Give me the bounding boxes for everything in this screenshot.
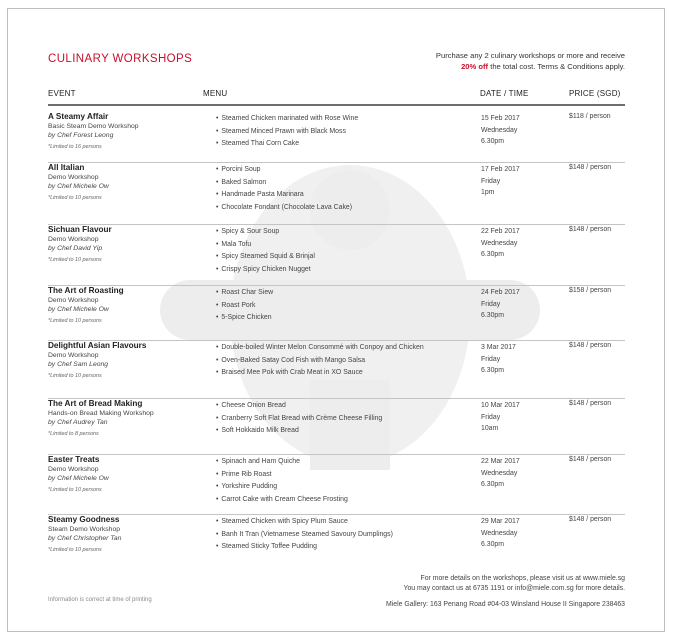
- workshop-limit: *Limited to 8 persons: [48, 431, 99, 437]
- menu-cell: [216, 400, 486, 438]
- workshop-price: $158 / person: [569, 287, 612, 294]
- workshop-title: The Art of Bread Making: [48, 399, 143, 408]
- workshop-time: 6.30pm: [481, 367, 504, 374]
- date-cell: [481, 342, 561, 377]
- workshop-price: $118 / person: [569, 113, 611, 120]
- menu-item: • Mala Tofu: [216, 239, 486, 252]
- workshop-title: A Steamy Affair: [48, 112, 109, 121]
- workshop-time: 1pm: [481, 189, 495, 196]
- workshop-limit: *Limited to 10 persons: [48, 195, 102, 201]
- workshop-day: Friday: [481, 413, 501, 421]
- menu-item: • Handmade Pasta Marinara: [216, 189, 486, 202]
- workshop-title: Steamy Goodness: [48, 515, 120, 524]
- workshop-type: Basic Steam Demo Workshop: [48, 123, 139, 130]
- menu-item: • Steamed Chicken marinated with Rose Wine: [216, 113, 486, 126]
- date-cell: [481, 516, 561, 551]
- workshop-row: [48, 399, 625, 455]
- workshop-title: All Italian: [48, 163, 85, 172]
- workshop-price: $148 / person: [569, 516, 612, 523]
- column-header-menu: MENU: [203, 89, 228, 98]
- workshop-row: [48, 225, 625, 286]
- workshop-chef: by Chef Sam Leong: [48, 361, 109, 368]
- details-line-1: For more details on the workshops, please visit us at www.miele.sg: [420, 575, 625, 582]
- menu-item: • Baked Salmon: [216, 177, 486, 190]
- date-cell: [481, 226, 561, 261]
- workshop-time: 6.30pm: [481, 312, 504, 319]
- menu-item: • Roast Char Siew: [216, 287, 486, 300]
- menu-item: • Yorkshire Pudding: [216, 481, 486, 494]
- workshop-date: 29 Mar 2017: [481, 518, 520, 525]
- workshop-date: 24 Feb 2017: [481, 289, 520, 296]
- menu-item: • Cranberry Soft Flat Bread with Crème Cheese Filling: [216, 413, 486, 426]
- menu-item: • Cheese Onion Bread: [216, 400, 486, 413]
- workshop-type: Demo Workshop: [48, 352, 99, 359]
- menu-item: • Steamed Minced Prawn with Black Moss: [216, 126, 486, 139]
- menu-cell: [216, 113, 486, 151]
- workshop-limit: *Limited to 10 persons: [48, 373, 102, 379]
- menu-item: • 5-Spice Chicken: [216, 312, 486, 325]
- promo-line-2-rest: the total cost. Terms & Conditions apply.: [488, 62, 625, 71]
- workshop-title: Sichuan Flavour: [48, 225, 112, 234]
- event-cell: [48, 112, 218, 153]
- workshop-row: [48, 341, 625, 399]
- date-cell: [481, 400, 561, 435]
- menu-item: • Soft Hokkaido Milk Bread: [216, 425, 486, 438]
- workshop-limit: *Limited to 10 persons: [48, 318, 102, 324]
- workshop-title: Easter Treats: [48, 455, 100, 464]
- event-cell: [48, 225, 218, 266]
- menu-cell: [216, 456, 486, 506]
- column-header-event: EVENT: [48, 89, 76, 98]
- workshop-row: [48, 515, 625, 573]
- details-line-2: You may contact us at 6735 1191 or info@miele.com.sg for more details.: [403, 584, 625, 592]
- workshop-day: Friday: [481, 355, 501, 363]
- menu-cell: [216, 164, 486, 214]
- workshop-time: 6.30pm: [481, 481, 504, 488]
- workshop-day: Friday: [481, 177, 501, 185]
- workshop-chef: by Chef Michele Ow: [48, 475, 109, 482]
- workshop-limit: *Limited to 10 persons: [48, 547, 102, 553]
- workshop-day: Friday: [481, 300, 501, 308]
- workshop-date: 22 Feb 2017: [481, 228, 520, 235]
- workshop-chef: by Chef Christopher Tan: [48, 535, 122, 542]
- event-cell: [48, 286, 218, 327]
- menu-item: • Spicy & Sour Soup: [216, 226, 486, 239]
- menu-item: • Steamed Thai Corn Cake: [216, 138, 486, 151]
- menu-cell: [216, 226, 486, 276]
- menu-item: • Porcini Soup: [216, 164, 486, 177]
- workshop-price: $148 / person: [569, 400, 612, 407]
- workshop-type: Steam Demo Workshop: [48, 526, 121, 533]
- workshop-price: $148 / person: [569, 456, 612, 463]
- workshop-row: [48, 455, 625, 515]
- workshop-time: 6.30pm: [481, 138, 504, 145]
- promo-line-1: Purchase any 2 culinary workshops or more and receive: [435, 51, 625, 60]
- menu-item: • Steamed Chicken with Spicy Plum Sauce: [216, 516, 486, 529]
- workshop-type: Demo Workshop: [48, 236, 99, 243]
- workshop-price: $148 / person: [569, 164, 612, 171]
- menu-item: • Double-boiled Winter Melon Consommé with Conpoy and Chicken: [216, 342, 486, 355]
- workshop-limit: *Limited to 10 persons: [48, 487, 102, 493]
- date-cell: [481, 287, 561, 322]
- workshop-chef: by Chef Michele Ow: [48, 183, 109, 190]
- date-cell: [481, 164, 561, 199]
- workshop-type: Demo Workshop: [48, 174, 99, 181]
- promo-line-2: [345, 61, 625, 72]
- workshop-row: [48, 163, 625, 225]
- workshop-time: 10am: [481, 425, 499, 432]
- workshop-day: Wednesday: [481, 529, 518, 537]
- menu-item: • Steamed Sticky Toffee Pudding: [216, 541, 486, 554]
- workshop-date: 22 Mar 2017: [481, 458, 520, 465]
- page-title: CULINARY WORKSHOPS: [48, 53, 193, 65]
- workshop-chef: by Chef Michele Ow: [48, 306, 109, 313]
- workshop-chef: by Chef Forest Leong: [48, 132, 114, 139]
- workshop-time: 6.30pm: [481, 541, 504, 548]
- gallery-address: Miele Gallery: 163 Penang Road #04-03 Winsland House II Singapore 238463: [385, 601, 625, 608]
- workshop-day: Wednesday: [481, 469, 518, 477]
- menu-item: • Prime Rib Roast: [216, 469, 486, 482]
- workshop-day: Wednesday: [481, 239, 518, 247]
- workshop-price: $148 / person: [569, 342, 612, 349]
- menu-item: • Braised Mee Pok with Crab Meat in XO Sauce: [216, 367, 486, 380]
- workshop-price: $148 / person: [569, 226, 612, 233]
- workshop-type: Demo Workshop: [48, 466, 99, 473]
- workshop-time: 6.30pm: [481, 251, 504, 258]
- promo-text: [345, 50, 625, 72]
- menu-cell: [216, 342, 486, 380]
- event-cell: [48, 163, 218, 204]
- menu-item: • Spicy Steamed Squid & Brinjal: [216, 251, 486, 264]
- date-cell: [481, 456, 561, 491]
- workshop-row: [48, 112, 625, 163]
- menu-item: • Chocolate Fondant (Chocolate Lava Cake): [216, 202, 486, 215]
- workshop-limit: *Limited to 16 persons: [48, 144, 102, 150]
- workshop-type: Hands-on Bread Making Workshop: [48, 410, 154, 417]
- event-cell: [48, 341, 218, 382]
- workshop-date: 17 Feb 2017: [481, 166, 520, 173]
- menu-item: • Spinach and Ham Quiche: [216, 456, 486, 469]
- date-cell: [481, 113, 561, 148]
- workshop-limit: *Limited to 10 persons: [48, 257, 102, 263]
- disclaimer: Information is correct at time of printing: [48, 597, 152, 603]
- menu-cell: [216, 516, 486, 554]
- menu-item: • Oven-Baked Satay Cod Fish with Mango Salsa: [216, 355, 486, 368]
- workshop-chef: by Chef David Yip: [48, 245, 103, 252]
- menu-cell: [216, 287, 486, 325]
- workshop-date: 10 Mar 2017: [481, 402, 520, 409]
- discount-highlight: 20% off: [461, 62, 489, 71]
- workshop-type: Demo Workshop: [48, 297, 99, 304]
- event-cell: [48, 455, 218, 496]
- event-cell: [48, 515, 218, 556]
- event-cell: [48, 399, 218, 440]
- menu-item: • Crispy Spicy Chicken Nugget: [216, 264, 486, 277]
- workshop-title: Delightful Asian Flavours: [48, 341, 147, 350]
- workshop-date: 15 Feb 2017: [481, 115, 520, 122]
- contact-info: [386, 574, 625, 610]
- workshop-day: Wednesday: [481, 126, 518, 134]
- workshop-title: The Art of Roasting: [48, 286, 124, 295]
- menu-item: • Banh It Tran (Vietnamese Steamed Savoury Dumplings): [216, 529, 486, 542]
- menu-item: • Roast Pork: [216, 300, 486, 313]
- workshop-chef: by Chef Audrey Tan: [48, 419, 108, 426]
- table-header: [48, 89, 625, 103]
- header-rule: [48, 104, 625, 106]
- workshop-date: 3 Mar 2017: [481, 344, 516, 351]
- menu-item: • Carrot Cake with Cream Cheese Frosting: [216, 494, 486, 507]
- workshop-row: [48, 286, 625, 341]
- column-header-price: PRICE (SGD): [569, 89, 621, 98]
- column-header-date: DATE / TIME: [480, 89, 529, 98]
